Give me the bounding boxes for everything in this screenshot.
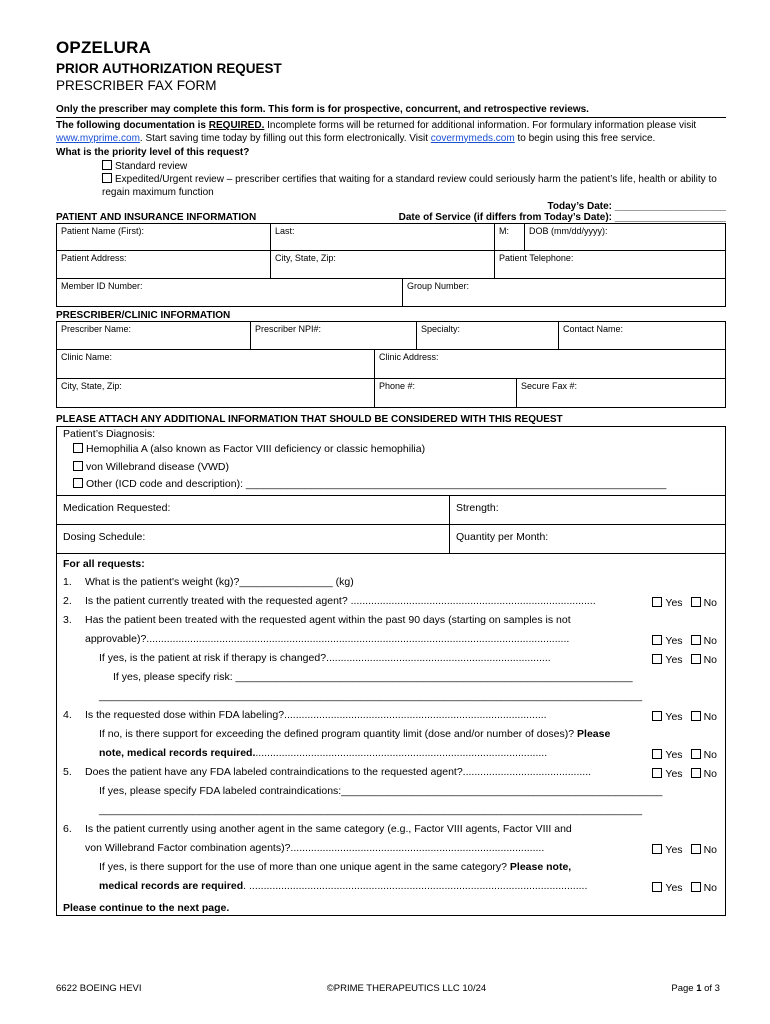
page-footer [56, 983, 720, 994]
question-6-yes-no [652, 844, 717, 856]
doc-text3: to begin using this free service. [514, 132, 656, 144]
doc-text1: Incomplete forms will be returned for additional information. For formulary information please visit [264, 120, 697, 131]
group-number-field[interactable]: Group Number: [403, 279, 726, 307]
diagnosis-box [56, 427, 726, 496]
prescriber-table [56, 321, 726, 350]
risk-specify-line[interactable]: _____________________________________________________________________________________________ [99, 690, 643, 702]
clinic-address-field[interactable]: Clinic Address: [375, 350, 726, 379]
form-subtitle: PRESCRIBER FAX FORM [56, 78, 217, 93]
prescriber-npi-field[interactable]: Prescriber NPI#: [251, 322, 417, 350]
q4sub-no-checkbox[interactable] [691, 749, 701, 759]
patient-first-name-field[interactable]: Patient Name (First): [57, 224, 271, 251]
question-2-number: 2. [63, 595, 72, 607]
q6sub-no-label: No [703, 882, 717, 894]
form-title: PRIOR AUTHORIZATION REQUEST [56, 61, 282, 76]
q2-no-label: No [703, 597, 717, 609]
question-5-sub [59, 785, 719, 804]
q4-cont-bold: note, medical records required. [99, 747, 256, 759]
patient-table [56, 223, 726, 251]
q3sub-yes-checkbox[interactable] [652, 654, 662, 664]
attach-notice: PLEASE ATTACH ANY ADDITIONAL INFORMATION THAT SHOULD BE CONSIDERED WITH THIS REQUEST [56, 414, 726, 427]
q4sub-no-label: No [703, 749, 717, 761]
vwd-checkbox[interactable] [73, 461, 83, 471]
contraindications-field[interactable]: If yes, please specify FDA labeled contraindications:_______________________________________________________ [99, 785, 663, 797]
question-3-number: 3. [63, 614, 72, 626]
patient-header-row [56, 212, 726, 223]
q6-cont-dots: . .................................................................................................................... [243, 880, 588, 892]
q5-no-label: No [703, 768, 717, 780]
question-2-text: Is the patient currently treated with the requested agent? .................................................................................... [85, 595, 596, 607]
question-4 [59, 709, 719, 728]
patient-address-field[interactable]: Patient Address: [57, 251, 271, 279]
q3-yes-label: Yes [665, 635, 683, 647]
patient-phone-field[interactable]: Patient Telephone: [495, 251, 726, 279]
clinic-city-field[interactable]: City, State, Zip: [57, 379, 375, 408]
drug-name: OPZELURA [56, 38, 152, 57]
q6sub-yes-label: Yes [665, 882, 683, 894]
q4-no-checkbox[interactable] [691, 711, 701, 721]
q6-no-checkbox[interactable] [691, 844, 701, 854]
q5-yes-label: Yes [665, 768, 683, 780]
risk-specify-field[interactable]: If yes, please specify risk: ____________________________________________________________________ [113, 671, 633, 683]
diagnosis-label: Patient’s Diagnosis: [63, 428, 156, 440]
specialty-field[interactable]: Specialty: [417, 322, 559, 350]
vwd-label: von Willebrand disease (VWD) [86, 461, 229, 473]
patient-member-table [56, 278, 726, 307]
question-1-number: 1. [63, 576, 72, 588]
question-6-sub-cont-text [85, 880, 633, 892]
doc-text2: . Start saving time today by filling out this form electronically. Visit [139, 132, 431, 144]
question-3-text: Has the patient been treated with the requested agent within the past 90 days (starting on samples is not [85, 614, 571, 626]
q4-cont-dots: .................................................................................................... [255, 747, 548, 759]
q6-cont-bold: medical records are required [99, 880, 244, 892]
q6sub-yes-checkbox[interactable] [652, 882, 662, 892]
clinic-phone-field[interactable]: Phone #: [375, 379, 517, 408]
question-6-text: Is the patient currently using another agent in the same category (e.g., Factor VIII agents, Factor VIII and [85, 823, 572, 835]
hemophilia-a-checkbox[interactable] [73, 443, 83, 453]
clinic-city-table [56, 378, 726, 408]
clinic-name-field[interactable]: Clinic Name: [57, 350, 375, 379]
member-id-field[interactable]: Member ID Number: [57, 279, 403, 307]
question-1-text[interactable]: What is the patient's weight (kg)?________________ (kg) [85, 576, 354, 588]
q2-yes-checkbox[interactable] [652, 597, 662, 607]
q4sub-yes-checkbox[interactable] [652, 749, 662, 759]
question-6-cont [59, 842, 719, 861]
q4-no-label: No [703, 711, 717, 723]
date-of-service[interactable]: Date of Service (if differs from Today’s Date): ____________________ [398, 212, 726, 223]
question-6 [59, 823, 719, 842]
q4-yes-checkbox[interactable] [652, 711, 662, 721]
q4sub-yes-label: Yes [665, 749, 683, 761]
footer-form-code: 6622 BOEING HEVI [56, 983, 142, 994]
priority-standard-option [56, 160, 726, 174]
todays-date[interactable]: Today’s Date: ____________________ [547, 201, 726, 212]
q5-yes-checkbox[interactable] [652, 768, 662, 778]
priority-expedited-option [56, 173, 726, 199]
question-5-yes-no [652, 768, 717, 780]
patient-section-title: PATIENT AND INSURANCE INFORMATION [56, 212, 257, 223]
question-4-sub [59, 728, 719, 747]
question-4-sub-cont [59, 747, 719, 766]
footer-copyright: ©PRIME THERAPEUTICS LLC 10/24 [326, 983, 487, 994]
prescriber-section-title: PRESCRIBER/CLINIC INFORMATION [56, 310, 231, 321]
q3-no-label: No [703, 635, 717, 647]
expedited-review-checkbox[interactable] [102, 173, 112, 183]
footer-page-number [671, 983, 720, 994]
question-3-sub-yes-no [652, 654, 717, 666]
diagnosis-option-2 [63, 458, 719, 476]
question-6-text-cont: von Willebrand Factor combination agents)?....................................................................................... [85, 842, 545, 854]
question-6-sub-text [85, 861, 571, 873]
doc-required: REQUIRED. [208, 120, 265, 131]
standard-review-label: Standard review [115, 160, 188, 172]
contraindications-line[interactable]: _____________________________________________________________________________________________ [99, 804, 643, 816]
question-4-yes-no [652, 711, 717, 723]
question-3-risk-specify [59, 671, 719, 690]
question-3-cont [59, 633, 719, 652]
intro-text: Only the prescriber may complete this form. This form is for prospective, concurrent, and retrospective reviews. [56, 104, 726, 118]
diagnosis-option-1 [63, 440, 719, 458]
other-diagnosis-label[interactable]: Other (ICD code and description): ________________________________________________________________________ [86, 478, 667, 490]
page-num: 1 [696, 983, 702, 994]
q5-no-checkbox[interactable] [691, 768, 701, 778]
hemophilia-a-label: Hemophilia A (also known as Factor VIII deficiency or classic hemophilia) [86, 443, 426, 455]
continue-notice: Please continue to the next page. [63, 902, 230, 914]
question-3-text-cont: approvable)?................................................................................................................................................. [85, 633, 570, 645]
medication-table [56, 495, 726, 554]
page-suffix: of 3 [701, 983, 720, 994]
q4-sub-text: If no, is there support for exceeding the defined program quantity limit (dose and/or number of doses)? [99, 728, 578, 740]
q6-sub-text: If yes, is there support for the use of more than one unique agent in the same category? [99, 861, 510, 873]
question-2 [59, 595, 719, 614]
patient-mi-field[interactable]: M: [495, 224, 525, 251]
q3sub-no-checkbox[interactable] [691, 654, 701, 664]
q6-sub-bold: Please note, [509, 861, 572, 873]
question-6-number: 6. [63, 823, 72, 835]
doc-lead: The following documentation is [56, 120, 209, 131]
q6-yes-label: Yes [665, 844, 683, 856]
q6-no-label: No [703, 844, 717, 856]
question-3-risk-line [59, 690, 719, 709]
strength-field[interactable]: Strength: [450, 496, 726, 525]
question-5 [59, 766, 719, 785]
expedited-review-label: Expedited/Urgent review – prescriber certifies that waiting for a standard review could seriously harm the patient’s life, health or ability to regain maximum function [102, 174, 717, 198]
question-5-text: Does the patient have any FDA labeled contraindications to the requested agent?............................................ [85, 766, 592, 778]
questions-box [56, 554, 726, 916]
question-6-sub-yes-no [652, 882, 717, 894]
q6-yes-checkbox[interactable] [652, 844, 662, 854]
question-6-sub [59, 861, 719, 880]
q4-yes-label: Yes [665, 711, 683, 723]
secure-fax-field[interactable]: Secure Fax #: [517, 379, 726, 408]
diagnosis-option-3 [63, 476, 719, 492]
page-prefix: Page [671, 983, 697, 994]
q3sub-no-label: No [703, 654, 717, 666]
question-3-sub-risk [59, 652, 719, 671]
quantity-per-month-field[interactable]: Quantity per Month: [450, 525, 726, 554]
questions-heading: For all requests: [63, 558, 145, 570]
q3-no-checkbox[interactable] [691, 635, 701, 645]
myprime-link[interactable]: www.myprime.com [56, 132, 140, 144]
q2-yes-label: Yes [665, 597, 683, 609]
patient-dob-field[interactable]: DOB (mm/dd/yyyy): [525, 224, 726, 251]
q4-sub-bold: Please [577, 728, 611, 740]
covermymeds-link[interactable]: covermymeds.com [430, 132, 515, 144]
question-3 [59, 614, 719, 633]
prescriber-name-field[interactable]: Prescriber Name: [57, 322, 251, 350]
standard-review-checkbox[interactable] [102, 160, 112, 170]
q3sub-yes-label: Yes [665, 654, 683, 666]
q3-yes-checkbox[interactable] [652, 635, 662, 645]
medication-requested-field[interactable]: Medication Requested: [57, 496, 450, 525]
question-3-yes-no [652, 635, 717, 647]
patient-address-table [56, 250, 726, 279]
dosing-schedule-field[interactable]: Dosing Schedule: [57, 525, 450, 554]
question-5-line [59, 804, 719, 823]
question-4-sub-yes-no [652, 749, 717, 761]
question-4-sub-cont-text [85, 747, 633, 759]
question-6-sub-cont [59, 880, 719, 899]
q2-no-checkbox[interactable] [691, 597, 701, 607]
question-2-yes-no [652, 597, 717, 609]
other-diagnosis-checkbox[interactable] [73, 478, 83, 488]
question-4-sub-text [85, 728, 610, 740]
question-3-sub-text: If yes, is the patient at risk if therapy is changed?............................................................................. [99, 652, 551, 664]
form-page [56, 38, 726, 916]
question-5-number: 5. [63, 766, 72, 778]
q6sub-no-checkbox[interactable] [691, 882, 701, 892]
question-1 [59, 576, 719, 595]
clinic-table [56, 349, 726, 379]
patient-last-name-field[interactable]: Last: [271, 224, 495, 251]
contact-name-field[interactable]: Contact Name: [559, 322, 726, 350]
question-4-text: Is the requested dose within FDA labeling?.......................................................................................... [85, 709, 547, 721]
patient-city-field[interactable]: City, State, Zip: [271, 251, 495, 279]
documentation-paragraph [56, 120, 726, 145]
question-4-number: 4. [63, 709, 72, 721]
priority-question: What is the priority level of this request? [56, 147, 250, 158]
